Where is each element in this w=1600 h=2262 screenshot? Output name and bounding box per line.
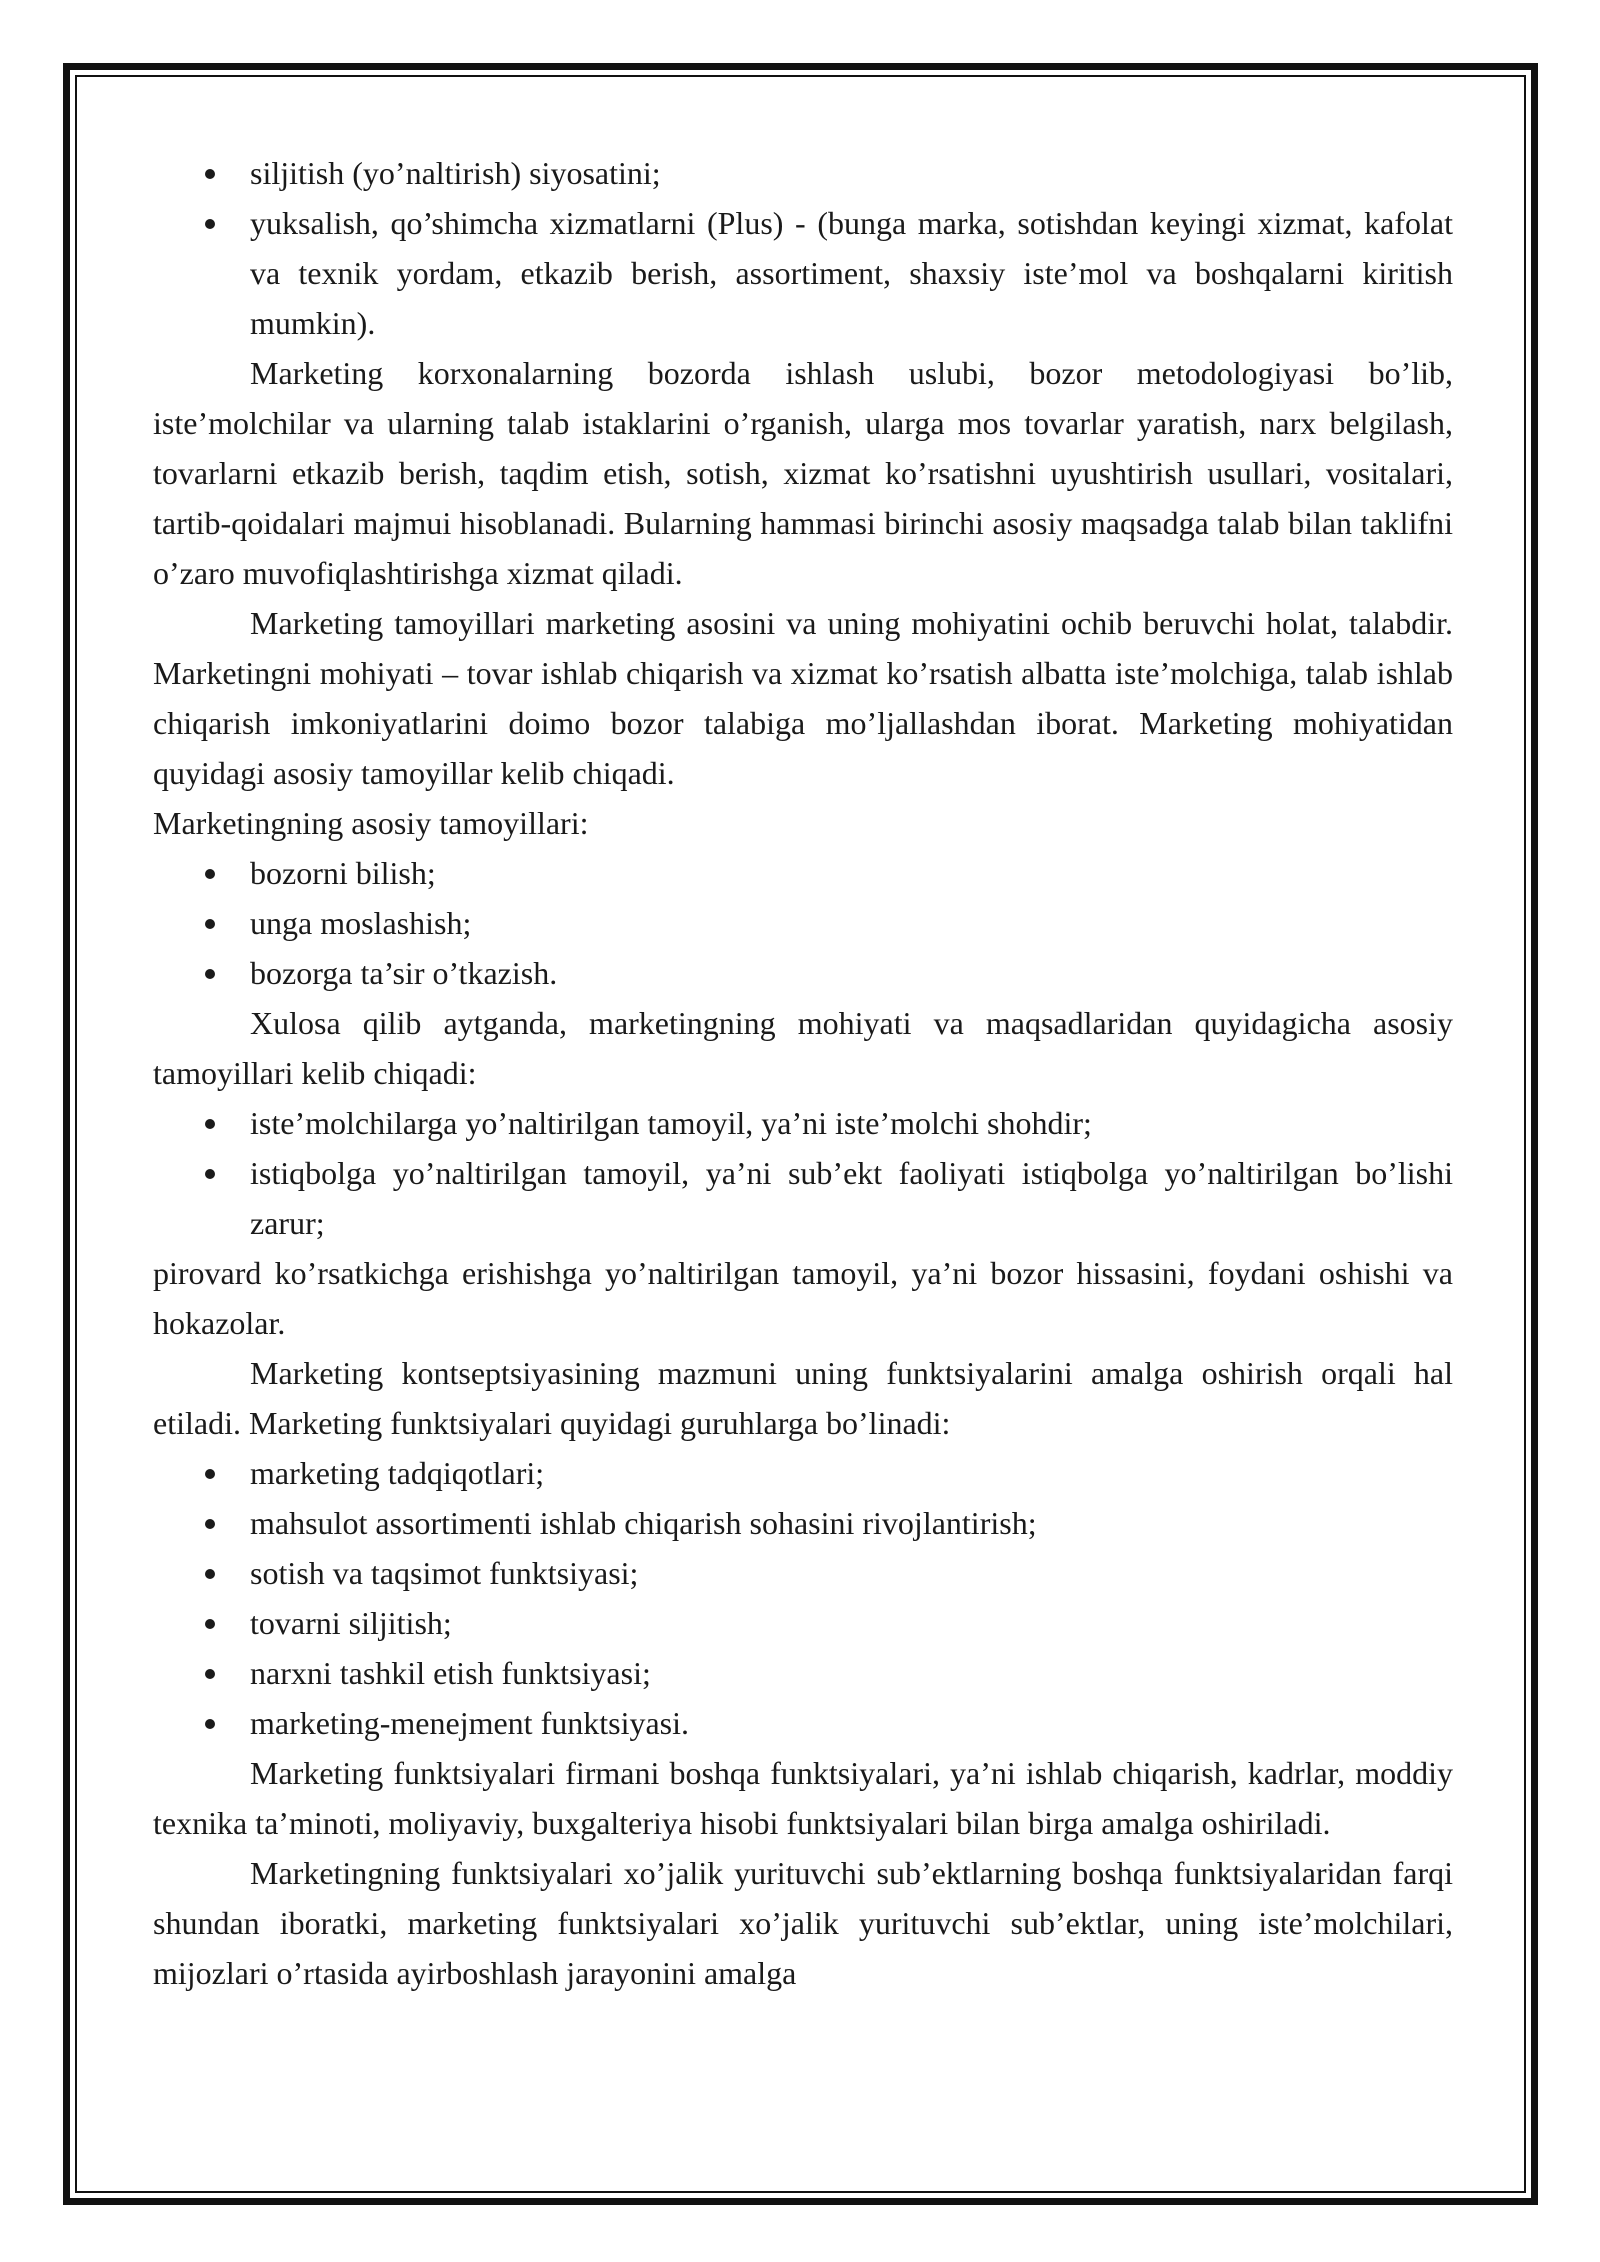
bullet-list (153, 1098, 1453, 1248)
paragraph: pirovard ko’rsatkichga erishishga yo’naltirilgan tamoyil, ya’ni bozor hissasini, foydani oshishi va hokazolar. (153, 1255, 1453, 1341)
paragraph: Xulosa qilib aytganda, marketingning mohiyati va maqsadlaridan quyidagicha asosiy tamoyillari kelib chiqadi: (153, 1005, 1453, 1091)
document-body (153, 148, 1453, 1998)
list-item: tovarni siljitish; (153, 1598, 1453, 1648)
bullet-list (153, 148, 1453, 348)
paragraph: Marketing funktsiyalari firmani boshqa funktsiyalari, ya’ni ishlab chiqarish, kadrlar, moddiy texnika ta’minoti, moliyaviy, buxgalteriya hisobi funktsiyalari bilan birga amalga oshiriladi. (153, 1755, 1453, 1841)
bullet-list (153, 1448, 1453, 1748)
list-item: siljitish (yo’naltirish) siyosatini; (153, 148, 1453, 198)
paragraph: Marketing tamoyillari marketing asosini va uning mohiyatini ochib beruvchi holat, talabdir. Marketingni mohiyati – tovar ishlab chiqarish va xizmat ko’rsatish albatta iste’molchiga, talab ishlab chiqarish imkoniyatlarini doimo bozor talabiga mo’ljallashdan iborat. Marketing mohiyatidan quyidagi asosiy tamoyillar kelib chiqadi. (153, 605, 1453, 791)
section-heading: Marketingning asosiy tamoyillari: (153, 805, 589, 841)
list-item: unga moslashish; (153, 898, 1453, 948)
list-item: bozorni bilish; (153, 848, 1453, 898)
list-item: istiqbolga yo’naltirilgan tamoyil, ya’ni sub’ekt faoliyati istiqbolga yo’naltirilgan bo’lishi zarur; (153, 1148, 1453, 1248)
list-item: marketing tadqiqotlari; (153, 1448, 1453, 1498)
list-item: mahsulot assortimenti ishlab chiqarish sohasini rivojlantirish; (153, 1498, 1453, 1548)
list-item: narxni tashkil etish funktsiyasi; (153, 1648, 1453, 1698)
list-item: yuksalish, qo’shimcha xizmatlarni (Plus) - (bunga marka, sotishdan keyingi xizmat, kafolat va texnik yordam, etkazib berish, assortiment, shaxsiy iste’mol va boshqalarni kiritish mumkin). (153, 198, 1453, 348)
paragraph: Marketing korxonalarning bozorda ishlash uslubi, bozor metodologiyasi bo’lib, iste’molchilar va ularning talab istaklarini o’rganish, ularga mos tovarlar yaratish, narx belgilash, tovarlarni etkazib berish, taqdim etish, sotish, xizmat ko’rsatishni uyushtirish usullari, vositalari, tartib-qoidalari majmui hisoblanadi. Bularning hammasi birinchi asosiy maqsadga talab bilan taklifni o’zaro muvofiqlashtirishga xizmat qiladi. (153, 355, 1453, 591)
list-item: marketing-menejment funktsiyasi. (153, 1698, 1453, 1748)
paragraph: Marketing kontseptsiyasining mazmuni uning funktsiyalarini amalga oshirish orqali hal etiladi. Marketing funktsiyalari quyidagi guruhlarga bo’linadi: (153, 1355, 1453, 1441)
paragraph: Marketingning funktsiyalari xo’jalik yurituvchi sub’ektlarning boshqa funktsiyalaridan farqi shundan iboratki, marketing funktsiyalari xo’jalik yurituvchi sub’ektlar, uning iste’molchilari, mijozlari o’rtasida ayirboshlash jarayonini amalga (153, 1855, 1453, 1991)
list-item: iste’molchilarga yo’naltirilgan tamoyil, ya’ni iste’molchi shohdir; (153, 1098, 1453, 1148)
list-item: sotish va taqsimot funktsiyasi; (153, 1548, 1453, 1598)
list-item: bozorga ta’sir o’tkazish. (153, 948, 1453, 998)
bullet-list (153, 848, 1453, 998)
